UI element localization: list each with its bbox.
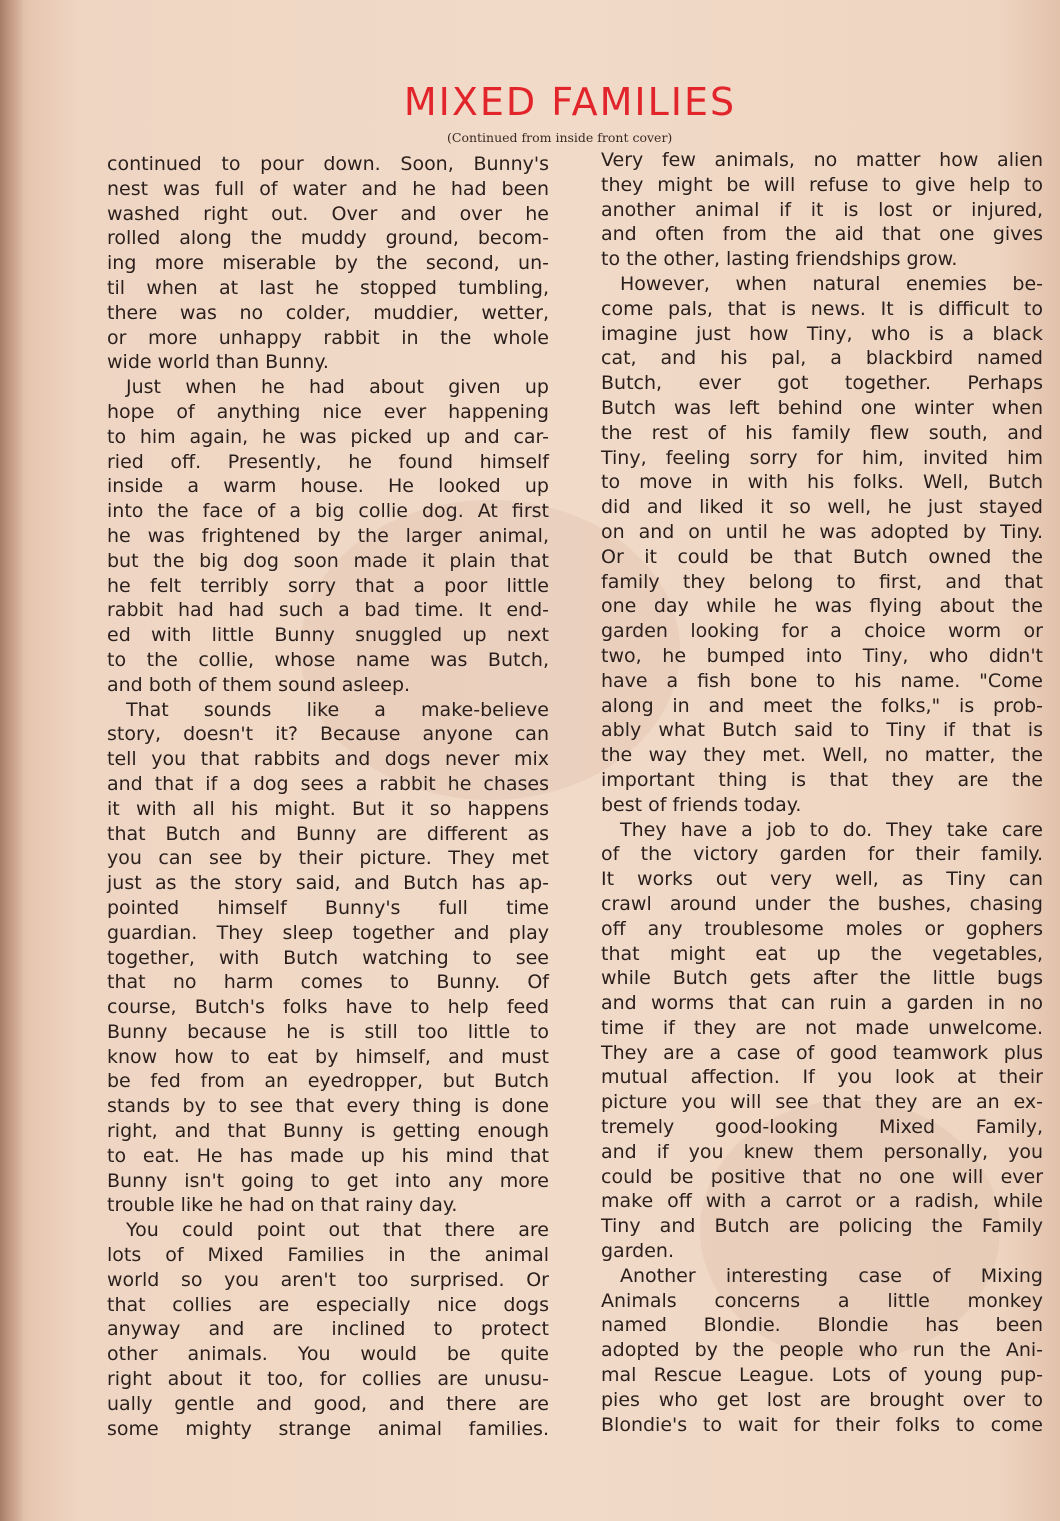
text-line: rolled along the muddy ground, becom- [107, 227, 549, 250]
text-line: family they belong to first, and that [601, 570, 1043, 593]
text-line: tell you that rabbits and dogs never mix [107, 748, 549, 771]
text-line: garden looking for a choice worm or [601, 620, 1043, 643]
text-line: time if they are not made unwelcome. [601, 1016, 1043, 1039]
text-line: it with all his might. But it so happens [107, 797, 549, 820]
text-line: that no harm comes to Bunny. Of [107, 971, 549, 994]
text-line: trouble like he had on that rainy day. [107, 1194, 458, 1217]
text-line: be fed from an eyedropper, but Butch [107, 1070, 549, 1093]
text-line: You could point out that there are [107, 1219, 549, 1242]
text-line: imagine just how Tiny, who is a black [601, 322, 1043, 345]
text-line: to him again, he was picked up and car- [107, 425, 549, 448]
text-line: some mighty strange animal families. [107, 1417, 549, 1440]
text-line: crawl around under the bushes, chasing [601, 892, 1043, 915]
text-line: along in and meet the folks," is prob- [601, 694, 1043, 717]
text-line: garden. [601, 1240, 675, 1263]
article-title: MIXED FAMILIES [403, 80, 737, 124]
text-line: Bunny because he is still too little to [107, 1020, 549, 1043]
text-line: into the face of a big collie dog. At first [107, 500, 549, 523]
text-line: to the collie, whose name was Butch, [107, 648, 549, 671]
text-line: while Butch gets after the little bugs [601, 967, 1043, 990]
text-line: there was no colder, muddier, wetter, [107, 301, 549, 324]
text-line: on and on until he was adopted by Tiny. [601, 520, 1043, 543]
text-line: important thing is that they are the [601, 768, 1043, 791]
article-subtitle: (Continued from inside front cover) [447, 130, 673, 145]
text-line: together, with Butch watching to see [107, 946, 549, 969]
text-line: washed right out. Over and over he [107, 202, 549, 225]
text-line: adopted by the people who run the Ani- [601, 1339, 1043, 1362]
text-line: mutual affection. If you look at their [601, 1066, 1043, 1089]
text-line: two, he bumped into Tiny, who didn't [601, 644, 1043, 667]
text-line: stands by to see that every thing is done [107, 1095, 549, 1118]
text-line: wide world than Bunny. [107, 351, 329, 374]
text-line: off any troublesome moles or gophers [601, 917, 1043, 940]
text-line: Just when he had about given up [107, 376, 549, 399]
text-line: and if you knew them personally, you [601, 1140, 1043, 1163]
right-text-column [601, 148, 1043, 1437]
text-line: Tiny and Butch are policing the Family [601, 1215, 1043, 1238]
text-line: Another interesting case of Mixing [601, 1264, 1043, 1287]
text-line: the way they met. Well, no matter, the [601, 744, 1043, 767]
text-line: could be positive that no one will ever [601, 1165, 1043, 1188]
text-line: did and liked it so well, he just stayed [601, 496, 1043, 519]
text-line: That sounds like a make-believe [107, 698, 549, 721]
text-line: Blondie's to wait for their folks to come [601, 1413, 1043, 1436]
text-line: you can see by their picture. They met [107, 847, 549, 870]
text-line: However, when natural enemies be- [601, 272, 1043, 295]
text-line: another animal if it is lost or injured, [601, 198, 1043, 221]
text-line: right, and that Bunny is getting enough [107, 1120, 549, 1143]
text-line: and that if a dog sees a rabbit he chases [107, 772, 549, 795]
page-binding-edge [0, 0, 22, 1521]
text-line: pies who get lost are brought over to [601, 1388, 1043, 1411]
text-line: right about it too, for collies are unusu- [107, 1368, 549, 1391]
left-text-column [107, 152, 549, 1441]
text-line: Very few animals, no matter how alien [601, 149, 1043, 171]
text-line: ried off. Presently, he found himself [107, 450, 549, 473]
text-line: story, doesn't it? Because anyone can [107, 723, 549, 746]
text-line: he felt terribly sorry that a poor little [107, 574, 549, 597]
text-line: inside a warm house. He looked up [107, 475, 549, 498]
text-line: guardian. They sleep together and play [107, 921, 549, 944]
text-line: world so you aren't too surprised. Or [107, 1268, 549, 1291]
text-line: that might eat up the vegetables, [601, 942, 1043, 965]
text-line: Bunny isn't going to get into any more [107, 1169, 549, 1192]
text-line: other animals. You would be quite [107, 1343, 549, 1366]
text-line: make off with a carrot or a radish, while [601, 1190, 1043, 1213]
text-line: but the big dog soon made it plain that [107, 549, 549, 572]
text-line: of the victory garden for their family. [601, 843, 1043, 866]
text-line: and worms that can ruin a garden in no [601, 992, 1043, 1015]
text-line: that Butch and Bunny are different as [107, 822, 549, 845]
text-line: anyway and are inclined to protect [107, 1318, 549, 1341]
text-line: rabbit had had such a bad time. It end- [107, 599, 549, 622]
text-line: that collies are especially nice dogs [107, 1293, 549, 1316]
text-line: picture you will see that they are an ex- [601, 1091, 1043, 1114]
text-line: hope of anything nice ever happening [107, 400, 549, 423]
text-line: ed with little Bunny snuggled up next [107, 624, 549, 647]
text-line: Butch was left behind one winter when [601, 396, 1043, 419]
text-line: and both of them sound asleep. [107, 673, 411, 696]
text-line: Butch, ever got together. Perhaps [601, 372, 1043, 395]
text-line: one day while he was flying about the [601, 595, 1043, 618]
text-line: ably what Butch said to Tiny if that is [601, 719, 1043, 742]
text-line: pointed himself Bunny's full time [107, 896, 549, 919]
text-line: he was frightened by the larger animal, [107, 524, 549, 547]
text-line: continued to pour down. Soon, Bunny's [107, 153, 549, 175]
text-line: named Blondie. Blondie has been [601, 1314, 1043, 1337]
text-line: to move in with his folks. Well, Butch [601, 471, 1043, 494]
text-line: It works out very well, as Tiny can [601, 868, 1043, 891]
text-line: to eat. He has made up his mind that [107, 1144, 549, 1167]
text-line: the rest of his family flew south, and [601, 421, 1043, 444]
text-line: have a fish bone to his name. "Come [601, 669, 1043, 692]
text-line: come pals, that is news. It is difficult to [601, 297, 1043, 320]
text-line: cat, and his pal, a blackbird named [601, 347, 1043, 370]
text-line: tremely good-looking Mixed Family, [601, 1116, 1043, 1139]
text-line: they might be will refuse to give help to [601, 173, 1043, 196]
text-line: nest was full of water and he had been [107, 177, 549, 200]
text-line: just as the story said, and Butch has ap- [107, 872, 549, 895]
text-line: or more unhappy rabbit in the whole [107, 326, 549, 349]
text-line: til when at last he stopped tumbling, [107, 276, 549, 299]
text-line: know how to eat by himself, and must [107, 1045, 549, 1068]
text-line: They have a job to do. They take care [601, 818, 1043, 841]
text-line: course, Butch's folks have to help feed [107, 996, 549, 1019]
text-line: and often from the aid that one gives [601, 223, 1043, 246]
text-line: to the other, lasting friendships grow. [601, 248, 958, 271]
text-line: They are a case of good teamwork plus [601, 1041, 1043, 1064]
text-line: mal Rescue League. Lots of young pup- [601, 1364, 1043, 1387]
text-line: Tiny, feeling sorry for him, invited him [601, 446, 1043, 469]
text-line: Animals concerns a little monkey [601, 1289, 1043, 1312]
text-line: ing more miserable by the second, un- [107, 252, 549, 275]
text-line: Or it could be that Butch owned the [601, 545, 1043, 568]
text-line: ually gentle and good, and there are [107, 1392, 549, 1415]
text-line: lots of Mixed Families in the animal [107, 1244, 549, 1267]
text-line: best of friends today. [601, 793, 802, 816]
